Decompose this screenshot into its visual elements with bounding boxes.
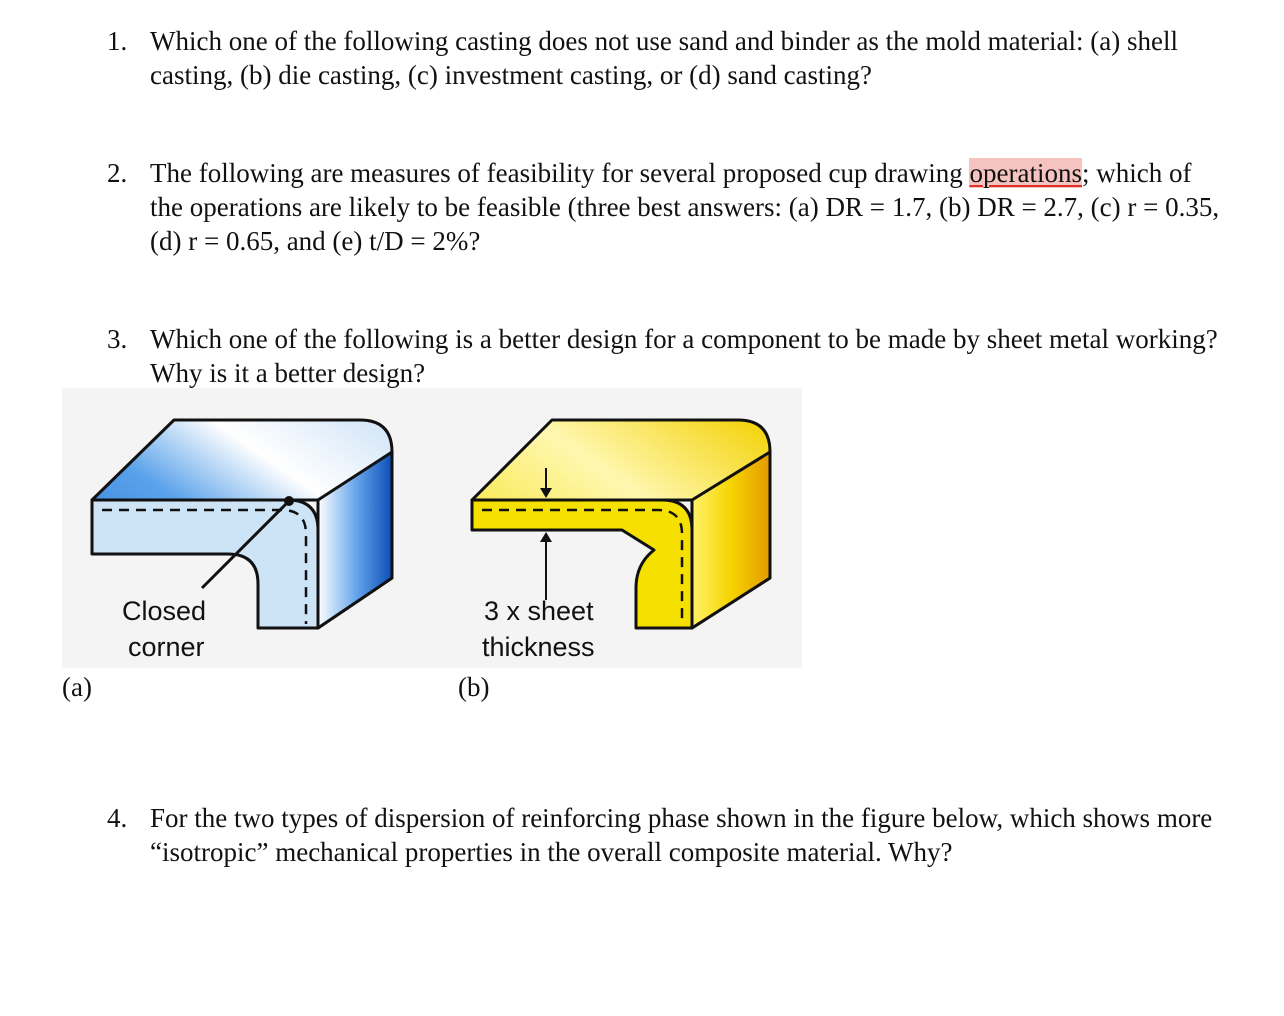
relief-corner-part [472,420,770,662]
question-2 [107,156,1227,258]
figure-caption-a: (a) [62,672,92,702]
question-4-text: For the two types of dispersion of reinforcing phase shown in the figure below, which shows more “isotropic” mechanical properties in the overall composite material. Why? [150,803,1213,867]
closed-corner-part [92,420,392,662]
question-2-text-start: The following are measures of feasibility for several proposed cup drawing [150,158,970,188]
question-4 [107,801,1227,869]
question-1 [107,24,1227,92]
sheet-metal-illustration [62,388,802,668]
question-2-text-end: ; which of the operations are likely to be feasible (three best answers: (a) DR = 1.7, (b) DR = 2.7, (c) r = 0.35, (d) r = 0.65, and (e) t/D = 2%? [150,158,1220,256]
question-2-text [150,156,1227,258]
question-4-number: 4. [107,803,128,833]
sheet-thickness-label-line2: thickness [482,632,595,662]
spellcheck-highlight: operations [969,158,1082,188]
question-3 [107,322,1227,390]
closed-corner-label-line2: corner [128,632,205,662]
question-3-number: 3. [107,324,128,354]
question-1-text: Which one of the following casting does not use sand and binder as the mold material: (a) shell casting, (b) die casting, (c) investment casting, or (d) sand casting? [150,26,1178,90]
question-3-text: Which one of the following is a better design for a component to be made by sheet metal working? Why is it a better design? [150,324,1218,388]
closed-corner-label-line1: Closed [122,596,207,626]
sheet-metal-design-figure [62,388,802,668]
figure-caption-b: (b) [458,672,490,702]
question-2-number: 2. [107,158,128,188]
question-1-number: 1. [107,26,128,56]
sheet-thickness-label-line1: 3 x sheet [484,596,594,626]
